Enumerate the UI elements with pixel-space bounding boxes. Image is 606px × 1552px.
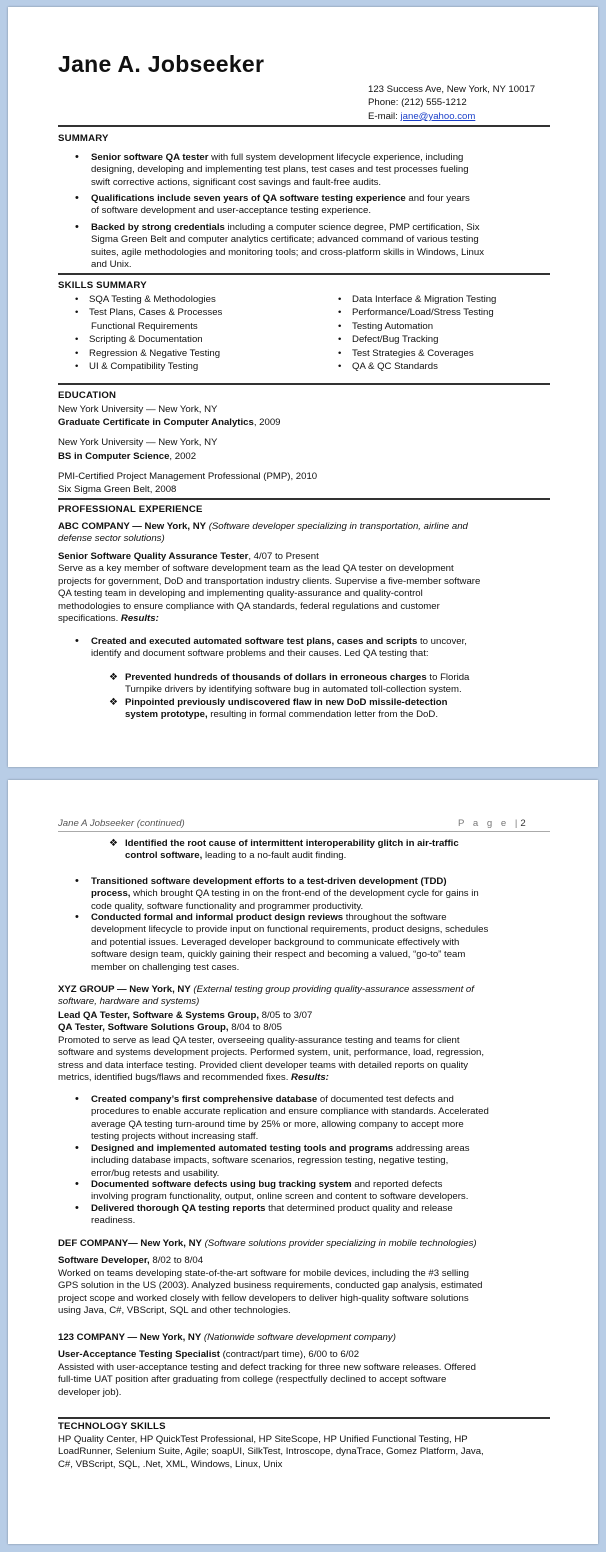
def-company-block <box>58 1238 558 1317</box>
achievement-line: error/bug retests and usability. <box>91 1167 220 1179</box>
achievement-line3: code quality, software functionality and programmer productivity. <box>91 900 364 912</box>
achievement-text: to Florida <box>426 672 470 683</box>
skill-label: Defect/Bug Tracking <box>352 334 439 346</box>
skill-label: Data Interface & Migration Testing <box>352 294 497 305</box>
achievement-text: throughout the software <box>343 912 447 923</box>
achievement-bold: Prevented hundreds of thousands of dollars in erroneous charges <box>125 672 427 683</box>
diamond-bullet-icon: ❖ <box>109 838 118 849</box>
role-dates: (contract/part time), 6/00 to 6/02 <box>219 1349 360 1361</box>
resume-page-2 <box>8 780 598 1544</box>
diamond-bullet-icon: ❖ <box>109 697 118 708</box>
summary-bullet-2 <box>91 193 561 218</box>
section-title-education: EDUCATION <box>58 390 117 401</box>
section-divider <box>58 383 550 385</box>
skill-label: Scripting & Documentation <box>89 334 203 346</box>
phone: Phone: (212) 555-1212 <box>368 97 467 109</box>
company-desc-line2: software, hardware and systems) <box>58 996 200 1008</box>
summary-bullet-1-bold: Senior software QA tester <box>91 152 209 163</box>
section-divider <box>58 125 550 127</box>
role-paragraph-line: methodologies to ensure compliance with QA standards, federal regulations and customer <box>58 600 440 612</box>
contact-block <box>368 83 535 123</box>
skill-label: Test Strategies & Coverages <box>352 347 474 359</box>
degree-year: , 2009 <box>253 417 281 429</box>
achievement-bold: Created and executed automated software test plans, cases and scripts <box>91 636 418 647</box>
role-paragraph-line: Promoted to serve as lead QA tester, overseeing quality-assurance testing and teams for client <box>58 1034 460 1046</box>
abc-company-heading <box>58 521 558 546</box>
skill-item: • Testing Automation <box>338 320 434 332</box>
summary-bullet-3-bold: Backed by strong credentials <box>91 222 225 233</box>
achievement-line: development lifecycle to provide input on functional requirements, product designs, schedules <box>91 924 489 936</box>
summary-bullet-1-text: with full system development lifecycle experience, including <box>208 152 464 163</box>
page-label: P a g e | <box>458 818 521 829</box>
skill-item: • Test Strategies & Coverages <box>338 347 474 359</box>
degree-title: BS in Computer Science <box>58 450 170 462</box>
xyz-role-block <box>58 1010 558 1084</box>
role-title: Senior Software Quality Assurance Tester <box>58 551 249 562</box>
running-header: Jane A Jobseeker (continued) <box>58 818 185 829</box>
role-title: Software Developer, <box>58 1255 150 1267</box>
summary-bullet-3-line4: and Unix. <box>91 259 132 271</box>
results-label: Results: <box>120 613 159 625</box>
role-paragraph-line: Assisted with user-acceptance testing and defect tracking for three new software releases. Offered <box>58 1361 476 1373</box>
candidate-name: Jane A. Jobseeker <box>58 51 265 77</box>
achievement-bold: process, <box>91 888 131 900</box>
bullet-icon: • <box>75 911 79 923</box>
skill-label: Regression & Negative Testing <box>89 347 221 359</box>
bullet-icon: • <box>75 221 79 233</box>
role-dates: 8/05 to 3/07 <box>259 1010 313 1021</box>
role-paragraph-line: full-time UAT position after graduating from college (respectfully declined to accept software <box>58 1374 447 1386</box>
role-dates: 8/02 to 8/04 <box>149 1255 204 1267</box>
bullet-icon: • <box>75 151 79 163</box>
skill-item: • Scripting & Documentation <box>75 334 203 346</box>
xyz-bullet-4 <box>91 1203 561 1228</box>
role-paragraph-line: QA testing team in developing and implementing quality-assurance and quality-control <box>58 588 423 600</box>
role-paragraph-line: metrics, identified bugs/flaws and recommended fixes. <box>58 1072 292 1084</box>
achievement-bold: Pinpointed previously undiscovered flaw in new DoD missile-detection <box>125 697 448 708</box>
role-paragraph-line: projects for government, DoD and transportation industry clients. Supervise a five-member software <box>58 575 481 587</box>
section-divider <box>58 498 550 500</box>
skill-label: Test Plans, Cases & Processes <box>89 307 223 319</box>
role-title: Lead QA Tester, Software & Systems Group, <box>58 1010 259 1021</box>
skill-label: Testing Automation <box>352 320 434 332</box>
achievement-line: procedures to enable accurate replication and ensure compliance with standards. Accelerated <box>91 1106 489 1118</box>
achievement-text: which brought QA testing in on the front-end of the development cycle for gains in <box>130 888 479 900</box>
achievement-bold: Designed and implemented automated testing tools and programs <box>91 1143 394 1154</box>
achievement-text: leading to a no-fault audit finding. <box>202 850 347 862</box>
address: 123 Success Ave, New York, NY 10017 <box>368 84 536 95</box>
bullet-icon: • <box>75 875 79 887</box>
degree-title: Graduate Certificate in Computer Analytics <box>58 417 254 429</box>
page-number-value: 2 <box>520 818 526 829</box>
role-paragraph-line: software and systems development projects. Performed system, unit, performance, load, regression, <box>58 1047 485 1059</box>
summary-bullet-3-line2: Sigma Green Belt and computer analytics certificate; advanced command of various testing <box>91 234 479 246</box>
achievement-bold: Delivered thorough QA testing reports <box>91 1203 266 1214</box>
section-divider <box>58 1417 550 1419</box>
skills-left-column <box>75 293 335 373</box>
resume-page-1 <box>8 7 598 767</box>
achievement-line: average QA testing turn-around time by 25% or more, allowing company to accept more <box>91 1118 464 1130</box>
role-paragraph-line: using Java, C#, VBScript, SQL and other technologies. <box>58 1305 291 1317</box>
achievement-text: and reported defects <box>351 1179 443 1190</box>
achievement-bold: Transitioned software development efforts to a test-driven development (TDD) <box>91 876 447 887</box>
skills-right-column <box>338 293 558 373</box>
summary-bullet-2-text: and four years <box>405 193 470 204</box>
achievement-line: and potential issues. Leveraged developer background to communicate effectively with <box>91 936 460 948</box>
section-title-skills: SKILLS SUMMARY <box>58 280 147 291</box>
company-desc-line2: defense sector solutions) <box>58 533 165 545</box>
skill-label: Performance/Load/Stress Testing <box>352 307 494 319</box>
skill-label: SQA Testing & Methodologies <box>89 294 216 305</box>
section-divider <box>58 273 550 275</box>
page-number <box>458 818 526 829</box>
bullet-icon: • <box>75 192 79 204</box>
results-label: Results: <box>291 1072 329 1084</box>
abc-sub-bullet-2 <box>125 697 565 722</box>
skill-label: UI & Compatibility Testing <box>89 361 199 373</box>
xyz-bullet-2 <box>91 1143 561 1180</box>
achievement-line2: identify and document software problems and their causes. Led QA testing that: <box>91 648 429 660</box>
skill-item: • UI & Compatibility Testing <box>75 361 199 373</box>
skill-item: • Test Plans, Cases & Processes <box>75 307 223 319</box>
summary-bullet-3-line3: suites, agile methodologies and monitoring tools; and cross-platform skills in Windows, Linux <box>91 246 484 258</box>
achievement-text: resulting in formal commendation letter from the DoD. <box>207 709 438 721</box>
education-block <box>58 403 558 496</box>
skill-item: • Performance/Load/Stress Testing <box>338 307 494 319</box>
bullet-icon: • <box>75 635 79 647</box>
xyz-bullet-1 <box>91 1094 561 1144</box>
company-desc: (External testing group providing quality-assurance assessment of <box>190 984 474 995</box>
achievement-line2: Turnpike drivers by identifying software bug in automated toll-collection system. <box>125 684 462 696</box>
achievement-line: testing projects without increasing staff. <box>91 1131 259 1143</box>
role-title: QA Tester, Software Solutions Group, <box>58 1022 229 1034</box>
xyz-company-heading <box>58 984 558 1009</box>
role-paragraph-line: GPS solution in the US (2003). Analyzed business requirements, conducted gap analysis, estimated <box>58 1280 483 1292</box>
skill-item: • SQA Testing & Methodologies <box>75 294 216 305</box>
company-desc: (Software developer specializing in transportation, airline and <box>206 521 468 532</box>
role-paragraph-line: project scope and worked closely with fellow developers to deliver high-quality software solutions <box>58 1292 469 1304</box>
skill-item: • QA & QC Standards <box>338 361 438 373</box>
certification-line: PMI-Certified Project Management Professional (PMP), 2010 <box>58 470 318 482</box>
role-paragraph-line: stress and data interface testing. Provided client developer teams with detailed reports on quality <box>58 1059 469 1071</box>
skill-item: • Regression & Negative Testing <box>75 347 221 359</box>
school-line: New York University — New York, NY <box>58 437 218 449</box>
bullet-icon: • <box>75 1202 79 1214</box>
skill-item-cont <box>75 320 335 333</box>
company-desc: (Software solutions provider specializing in mobile technologies) <box>201 1238 477 1249</box>
role-paragraph-line: specifications. <box>58 613 121 625</box>
bullet-icon: • <box>75 1142 79 1154</box>
abc-bullet-2 <box>91 876 561 913</box>
summary-bullet-3 <box>91 222 561 272</box>
email-line <box>368 110 535 123</box>
skill-item: • Defect/Bug Tracking <box>338 334 439 346</box>
company-name: ABC COMPANY — New York, NY <box>58 521 207 532</box>
section-title-experience: PROFESSIONAL EXPERIENCE <box>58 504 203 515</box>
skill-item: • Data Interface & Migration Testing <box>338 294 497 305</box>
skill-label: QA & QC Standards <box>352 361 438 373</box>
achievement-text: addressing areas <box>393 1143 470 1154</box>
role-paragraph-line: Worked on teams developing state-of-the-art software for mobile devices, including the #3 selling <box>58 1267 469 1279</box>
degree-year: , 2002 <box>169 450 197 462</box>
abc-role-block <box>58 551 558 625</box>
company-name: 123 COMPANY — New York, NY <box>58 1332 202 1343</box>
summary-bullet-1-line2: designing, developing and implementing test plans, test cases and test processes fueling <box>91 164 469 176</box>
summary-bullet-3-text: including a computer science degree, PMP certification, Six <box>224 222 480 233</box>
header-divider <box>58 831 550 832</box>
achievement-bold: Created company’s first comprehensive database <box>91 1094 318 1105</box>
role-title: User-Acceptance Testing Specialist <box>58 1349 220 1361</box>
section-title-technology: TECHNOLOGY SKILLS <box>58 1421 166 1432</box>
abc-sub-bullet-3 <box>125 838 565 863</box>
achievement-bold: Documented software defects using bug tracking system <box>91 1179 352 1190</box>
abc-bullet-1 <box>91 636 561 661</box>
technology-skills-list <box>58 1434 558 1471</box>
xyz-bullet-3 <box>91 1179 561 1204</box>
achievement-bold: Identified the root cause of intermittent interoperability glitch in air-traffic <box>125 838 459 849</box>
achievement-line: including database impacts, software scenarios, regression testing, negative testing, <box>91 1155 449 1167</box>
achievement-text: of documented test defects and <box>317 1094 454 1105</box>
email-link[interactable]: jane@yahoo.com <box>400 110 476 122</box>
certification-line: Six Sigma Green Belt, 2008 <box>58 484 177 496</box>
achievement-line: member on challenging test cases. <box>91 961 240 973</box>
bullet-icon: • <box>75 1178 79 1190</box>
role-dates: 8/04 to 8/05 <box>228 1022 282 1034</box>
achievement-bold: system prototype, <box>125 709 208 721</box>
email-label: E-mail: <box>368 110 401 122</box>
role-dates: , 4/07 to Present <box>248 551 319 562</box>
tech-line: C#, VBScript, SQL, .Net, XML, Windows, Linux, Unix <box>58 1458 283 1470</box>
achievement-bold: Conducted formal and informal product design reviews <box>91 912 344 923</box>
abc-bullet-3 <box>91 912 561 974</box>
role-paragraph-line: Serve as a key member of software development team as the lead QA tester on development <box>58 563 454 575</box>
achievement-text: to uncover, <box>417 636 467 647</box>
section-title-summary: SUMMARY <box>58 133 109 144</box>
achievement-line: involving program functionality, output, online screen and content to software developers. <box>91 1191 469 1203</box>
school-line: New York University — New York, NY <box>58 404 218 415</box>
role-paragraph-line: developer job). <box>58 1386 122 1398</box>
company-name: DEF COMPANY— New York, NY <box>58 1238 202 1249</box>
abc-sub-bullet-1 <box>125 672 565 697</box>
bullet-icon: • <box>75 1093 79 1105</box>
tech-line: LoadRunner, Selenium Suite, Agile; soapUI, SilkTest, Introscope, dynaTrace, Gomez Platform, Java, <box>58 1446 484 1458</box>
achievement-text: that determined product quality and release <box>265 1203 453 1214</box>
summary-bullet-1-line3: swift corrective actions, significant cost savings and fault-free audits. <box>91 176 382 188</box>
diamond-bullet-icon: ❖ <box>109 672 118 683</box>
summary-bullet-2-line2: of software development and user-acceptance testing experience. <box>91 205 371 217</box>
company-name: XYZ GROUP — New York, NY <box>58 984 191 995</box>
summary-bullet-1 <box>91 152 561 189</box>
c123-company-block <box>58 1332 558 1399</box>
skill-label: Functional Requirements <box>91 320 198 332</box>
achievement-bold: control software, <box>125 850 203 862</box>
achievement-line: software design team, quickly gaining their respect and becoming a valued, “go-to” team <box>91 949 466 961</box>
summary-bullet-2-bold: Qualifications include seven years of QA software testing experience <box>91 193 406 204</box>
achievement-line: readiness. <box>91 1215 136 1227</box>
tech-line: HP Quality Center, HP QuickTest Professional, HP SiteScope, HP Unified Functional Testing, HP <box>58 1434 468 1445</box>
company-desc: (Nationwide software development company) <box>201 1332 396 1343</box>
